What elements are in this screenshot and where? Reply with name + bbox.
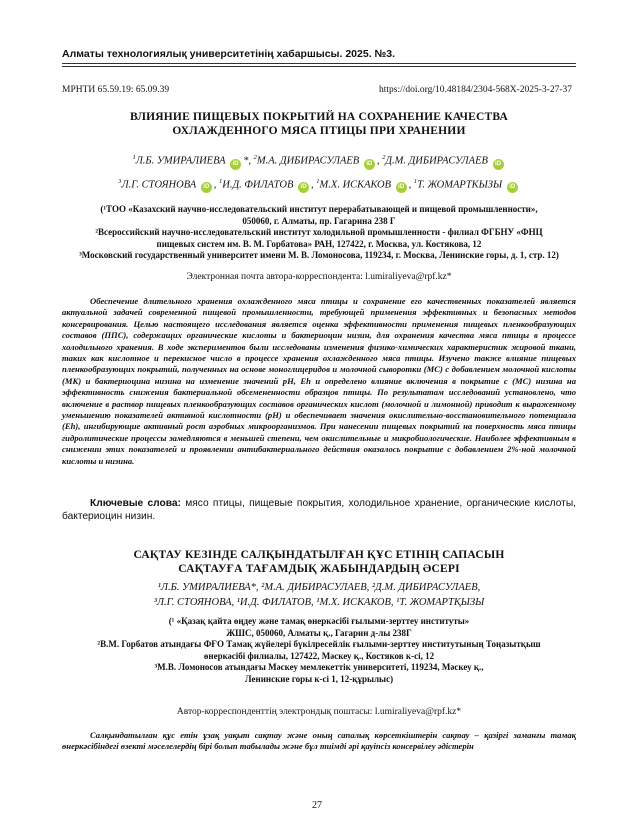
kz-abstract-start: Салқындатылған құс етін ұзақ уақыт сақтау және оның сапалық көрсеткіштерін сақтау – қазіргі заманғы тамақ өнеркәсібіндегі өзекті мәселелердің бірі болып табылады және бұл тиімді әрі қауіпсіз консервілеу әдістерін (62, 730, 576, 752)
author-suffix: , (311, 179, 314, 190)
author-name: И.Д. ФИЛАТОВ (222, 179, 294, 190)
keywords-label: Ключевые слова: (90, 498, 181, 509)
ru-title-line-1: ВЛИЯНИЕ ПИЩЕВЫХ ПОКРЫТИЙ НА СОХРАНЕНИЕ КАЧЕСТВА (129, 111, 509, 123)
author-affil-sup: 3 (118, 177, 122, 185)
kz-corresponding-email: Автор-корреспонденттің электрондық поштасы: l.umiraliyeva@rpf.kz* (176, 707, 462, 717)
ru-title (62, 110, 576, 138)
ru-keywords (62, 497, 576, 523)
mrnti-code: МРНТИ 65.59.19: 65.09.39 (62, 85, 170, 95)
kz-title-line-2: САҚТАУҒА ТАҒАМДЫҚ ЖАБЫНДАРДЫҢ ӘСЕРІ (178, 563, 460, 575)
kz-authors-line-1: ¹Л.Б. УМИРАЛИЕВА*, ²М.А. ДИБИРАСУЛАЕВ, ²Д.М. ДИБИРАСУЛАЕВ, (157, 582, 481, 593)
ru-affiliations (62, 204, 576, 262)
orcid-icon[interactable]: iD (364, 159, 375, 170)
orcid-icon[interactable]: iD (298, 182, 309, 193)
orcid-icon[interactable]: iD (507, 182, 518, 193)
ru-corresponding-email: Электронная почта автора-корреспондента: l.umiraliyeva@rpf.kz* (186, 272, 452, 282)
ru-affil-line: пищевых систем им. В. М. Горбатова» РАН, 127422, г. Москва, ул. Костякова, 12 (156, 238, 482, 249)
ru-title-line-2: ОХЛАЖДЕННОГО МЯСА ПТИЦЫ ПРИ ХРАНЕНИИ (172, 125, 466, 137)
kz-authors (62, 580, 576, 610)
author-suffix: , (213, 179, 217, 190)
header-rule-bottom (62, 66, 576, 67)
author-affil-sup: 1 (316, 177, 320, 185)
orcid-icon[interactable]: iD (230, 159, 241, 170)
author-name: Л.Б. УМИРАЛИЕВА (135, 155, 226, 167)
orcid-icon[interactable]: iD (493, 159, 504, 170)
author-affil-sup: 1 (132, 154, 136, 161)
author-name: М.А. ДИБИРАСУЛАЕВ (256, 155, 360, 167)
kz-authors-line-2: ³Л.Г. СТОЯНОВА, ¹И.Д. ФИЛАТОВ, ¹М.Х. ИСКАКОВ, ¹Т. ЖОМАРТҚЫЗЫ (153, 597, 485, 608)
author-name: М.Х. ИСКАКОВ (319, 179, 392, 190)
kz-affil-line: ²В.М. Горбатов атындағы ФҒО Тамақ жүйелері бүкілресейлік ғылыми-зерттеу институтының Тоңазытқыш (97, 639, 541, 649)
author-name: Д.М. ДИБИРАСУЛАЕВ (385, 155, 488, 167)
ru-authors-line-1: $^1$Л.Б. УМИРАЛИЕВА iD *, $^2$М.А. ДИБИРАСУЛАЕВ iD , $^2$Д.М. ДИБИРАСУЛАЕВ iD (62, 148, 576, 172)
ru-abstract: Обеспечение длительного хранения охлажденного мяса птицы и сохранение его качественных показателей является актуальной задачей современной пищевой промышленности, требующей применения эффективных и безопасных методов консервирования. Целью настоящего исследования является оценка эффективности применения пищевых пленкообразующих составов (ППС), содержащих органические кислоты и бактериоцин низин, для охранения качества мяса птицы в процессе холодильного хранения. В ходе экспериментов были исследованы изменения физико-химических характеристик жировой ткани, таких как кислотное и перекисное число в процессе хранения охлажденного мяса птицы. Изучено также влияние пищевых пленкообразующих покрытий, полученных на основе моноглицеридов и молочной сыворотки (МС) с добавлением молочной кислоты (МК) и бактериоцина низина на изменение значений рН, Eh и определено влияние включения в покрытие с (МС) низина на эффективность снижения бактериальной обсемененности образцов птицы. По результатам исследований установлено, что включение в раствор пищевых пленкообразующих составов органических кислот (молочной и лимонной) приводит к выраженному уменьшению показателей активной кислотности (рН) и обеспечивает значения окислительно-восстановительного потенциала (Eh), ингибирующие активный рост аэробных микроорганизмов. При нанесении пищевых покрытий на поверхность мяса птицы гидролитические процессы замедляются в меньшей степени, чем окислительные и микробиологические. Наиболее эффективным в снижении этих показателей и проявлении антибактериального действия оказалось покрытие с добавлением 2%-ной молочной кислоты и низина. (62, 296, 576, 466)
author-name: Т. ЖОМАРТКЫЗЫ (417, 179, 503, 190)
kz-affil-line: (¹ «Қазақ қайта өңдеу және тамақ өнеркәсібі ғылыми-зерттеу институты» (168, 616, 470, 626)
kz-affil-line: Ленинские горы к-сі 1, 12-құрылыс) (244, 673, 394, 684)
page-number: 27 (312, 800, 322, 811)
orcid-icon[interactable]: iD (396, 182, 407, 193)
kz-affil-line: өнеркәсібі филиалы, 127422, Мәскеу қ., Костяков к-сі, 12 (203, 650, 435, 661)
kz-affiliations (62, 616, 576, 685)
header-rule-top (62, 63, 576, 64)
kz-title-line-1: САҚТАУ КЕЗІНДЕ САЛҚЫНДАТЫЛҒАН ҚҰС ЕТІНІҢ САПАСЫН (133, 549, 505, 561)
kz-affil-line: ³М.В. Ломоносов атындағы Мәскеу мемлекеттік университеті, 119234, Мәскеу қ., (154, 662, 484, 672)
author-affil-sup: 2 (253, 154, 257, 161)
keywords-text: мясо птицы, пищевые покрытия, холодильное хранение, органические кислоты, бактериоцин низин. (62, 498, 576, 522)
author-name: Л.Г. СТОЯНОВА (121, 179, 197, 190)
author-suffix: *, (243, 155, 251, 167)
ru-affil-line: (¹ТОО «Казахский научно-исследовательский институт перерабатывающей и пищевой промышленности», (100, 204, 538, 214)
author-affil-sup: 2 (382, 154, 386, 161)
author-affil-sup: 1 (413, 177, 418, 185)
kz-title (62, 548, 576, 576)
ru-affil-line: ²Всероссийский научно-исследовательский институт холодильной промышленности - филиал ФГБНУ «ФНЦ (95, 227, 543, 237)
journal-header: Алматы технологиялық университетінің хабаршысы. 2025. №3. (62, 48, 395, 60)
kz-affil-line: ЖШС, 050060, Алматы қ., Гагарин д-лы 238Г (226, 627, 412, 638)
author-suffix: , (408, 179, 412, 190)
doi-link[interactable]: https://doi.org/10.48184/2304-568X-2025-3-27-37 (379, 85, 572, 95)
ru-authors (62, 148, 576, 195)
ru-authors-line-2 (62, 172, 576, 196)
ru-affil-line: ³Московский государственный университет имени М. В. Ломоносова, 119234, г. Москва, Ленинские горы, д. 1, стр. 12) (79, 250, 559, 260)
author-affil-sup: 1 (219, 177, 223, 185)
orcid-icon[interactable]: iD (201, 182, 212, 193)
ru-affil-line: 050060, г. Алматы, пр. Гагарина 238 Г (242, 215, 396, 226)
